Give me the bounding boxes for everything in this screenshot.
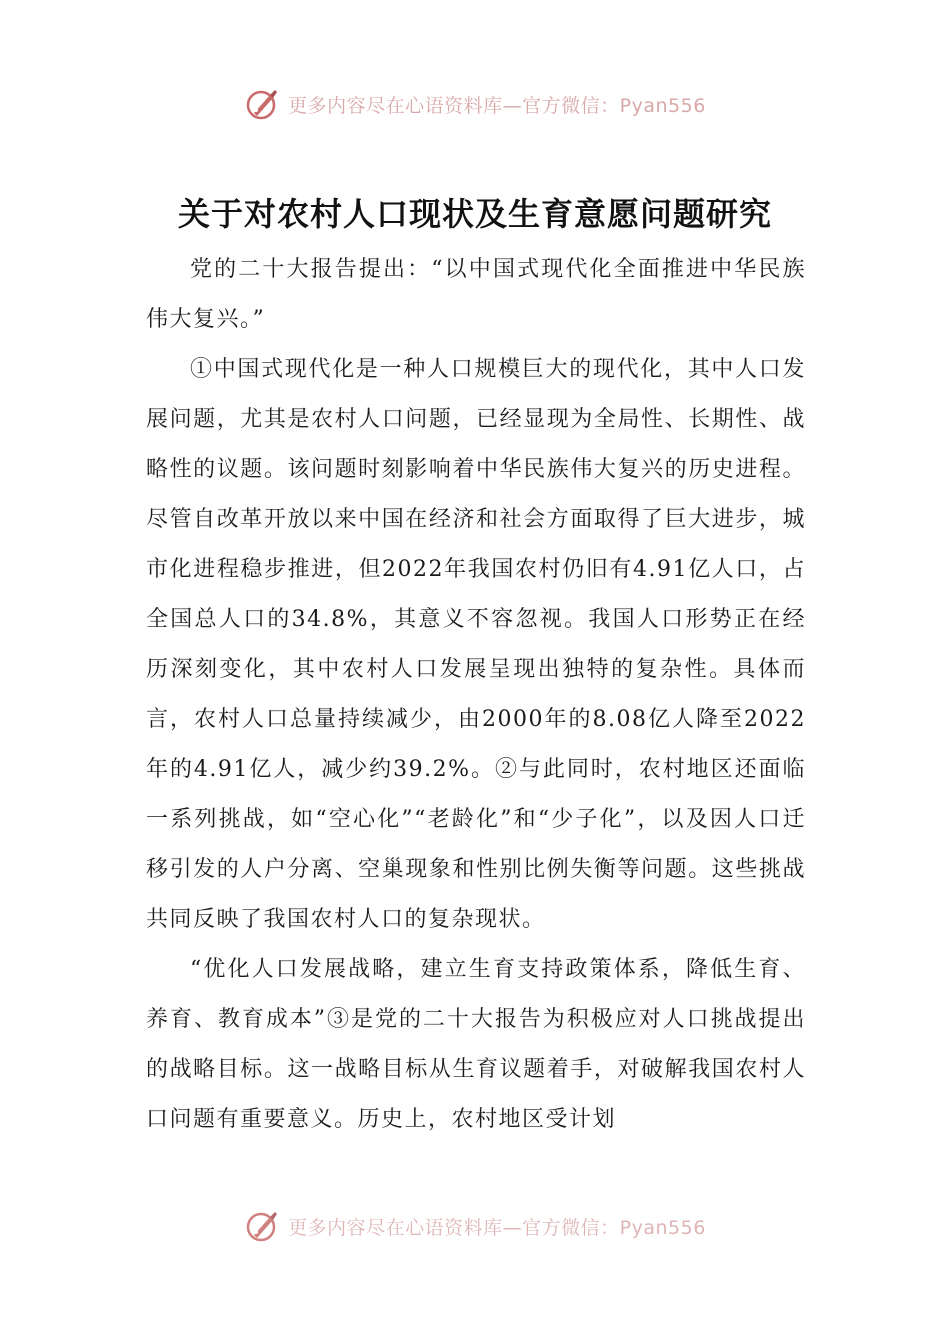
pen-logo-icon (244, 1208, 280, 1244)
footer-banner-text: 更多内容尽在心语资料库—官方微信：Pyan556 (288, 1216, 706, 1239)
header-watermark-banner (0, 82, 950, 126)
header-banner-text: 更多内容尽在心语资料库—官方微信：Pyan556 (288, 94, 706, 117)
paragraph-2: ①中国式现代化是一种人口规模巨大的现代化，其中人口发展问题，尤其是农村人口问题，已经显现为全局性、长期性、战略性的议题。该问题时刻影响着中华民族伟大复兴的历史进程。尽管自改革开放以来中国在经济和社会方面取得了巨大进步，城市化进程稳步推进，但2022年我国农村仍旧有4.91亿人口，占全国总人口的34.8%，其意义不容忽视。我国人口形势正在经历深刻变化，其中农村人口发展呈现出独特的复杂性。具体而言，农村人口总量持续减少，由2000年的8.08亿人降至2022年的4.91亿人，减少约39.2%。②与此同时，农村地区还面临一系列挑战，如“空心化”“老龄化”和“少子化”，以及因人口迁移引发的人户分离、空巢现象和性别比例失衡等问题。这些挑战共同反映了我国农村人口的复杂现状。 (146, 357, 806, 932)
footer-watermark-banner (0, 1204, 950, 1248)
paragraph-1: 党的二十大报告提出：“以中国式现代化全面推进中华民族伟大复兴。” (146, 257, 806, 332)
document-body (146, 245, 806, 1145)
paragraph-3: “优化人口发展战略，建立生育支持政策体系，降低生育、养育、教育成本”③是党的二十大报告为积极应对人口挑战提出的战略目标。这一战略目标从生育议题着手，对破解我国农村人口问题有重要意义。历史上，农村地区受计划 (146, 957, 806, 1132)
document-title: 关于对农村人口现状及生育意愿问题研究 (177, 195, 772, 233)
pen-logo-icon (244, 86, 280, 122)
